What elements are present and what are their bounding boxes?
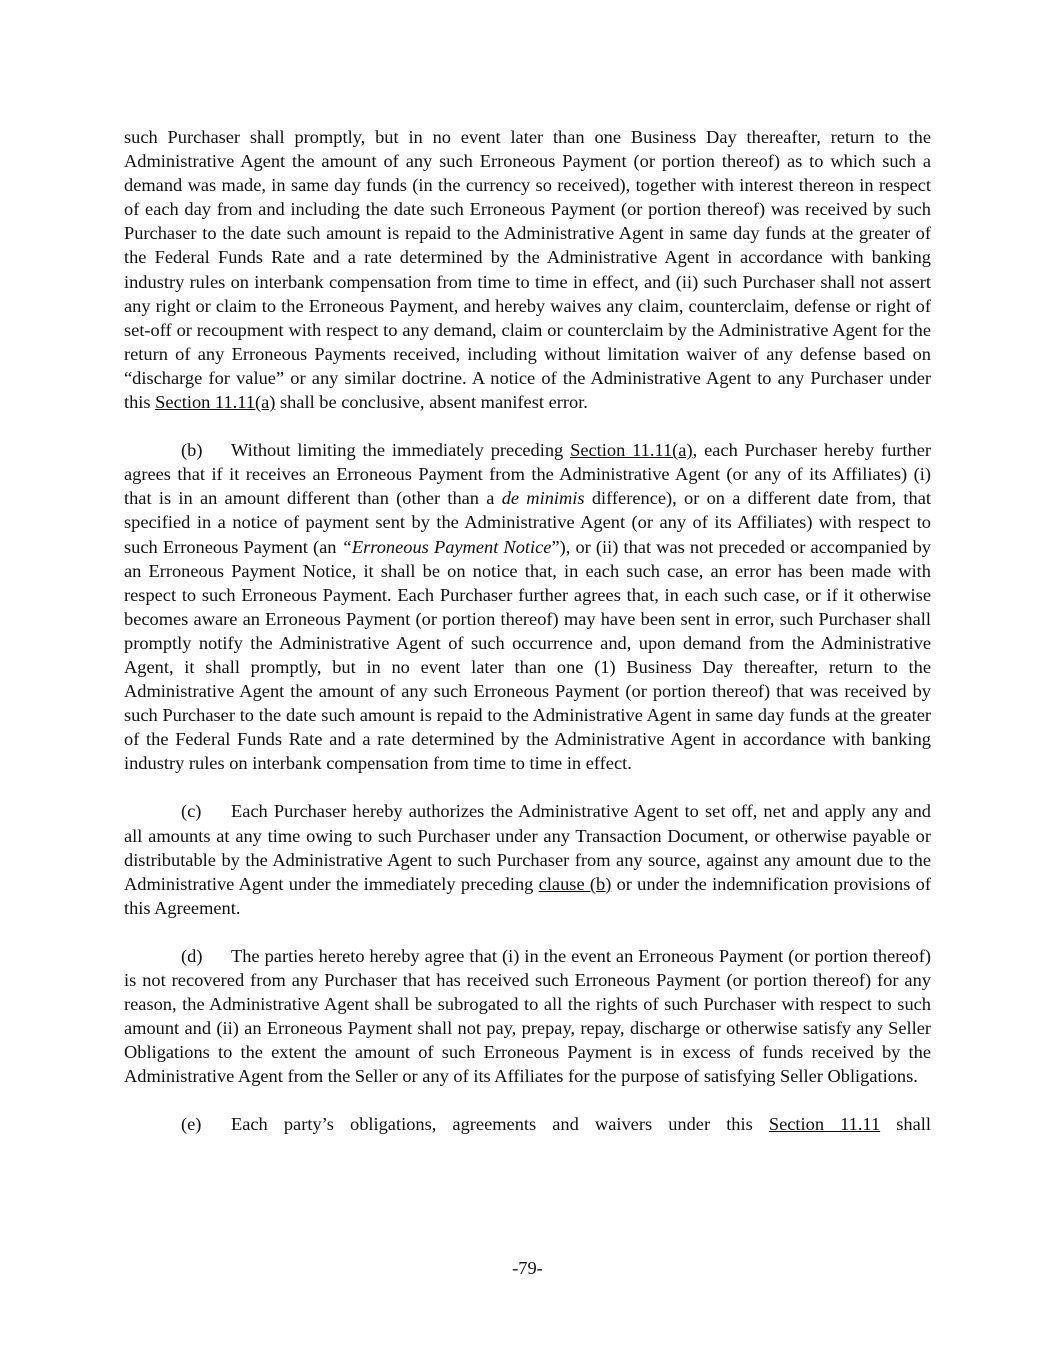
clause-reference: clause (b) [538, 873, 612, 894]
paragraph-e [124, 1112, 931, 1136]
paragraph-c [124, 799, 931, 919]
section-reference: Section 11.11(a) [570, 440, 693, 461]
italic-term: de minimis [501, 488, 585, 509]
paragraph-text: shall [880, 1114, 931, 1135]
paragraph-label: (e) [181, 1114, 202, 1135]
defined-term: “Erroneous Payment Notice [341, 536, 552, 557]
paragraph-label: (c) [181, 801, 202, 822]
document-body [124, 125, 931, 1161]
paragraph-text: Each Purchaser hereby authorizes the Administrative Agent to set off, net and apply any and all amounts at any time owing to such Purchaser under any Transaction Document, or otherwise payable or distributable by the Administrative Agent to such Purchaser from any source, against any amount due to the Administrative Agent under the immediately preceding [124, 801, 931, 894]
paragraph-d [124, 944, 931, 1089]
paragraph-text: ”), or (ii) that was not preceded or accompanied by an Erroneous Payment Notice, it shall be on notice that, in each such case, an error has been made with respect to such Erroneous Payment. Each Purchaser further agrees that, in each such case, or if it otherwise becomes aware an Erroneous Payment (or portion thereof) may have been sent in error, such Purchaser shall promptly notify the Administrative Agent of such occurrence and, upon demand from the Administrative Agent, it shall promptly, but in no event later than one (1) Business Day thereafter, return to the Administrative Agent the amount of any such Erroneous Payment (or portion thereof) that was received by such Purchaser to the date such amount is repaid to the Administrative Agent in same day funds at the greater of the Federal Funds Rate and a rate determined by the Administrative Agent in accordance with banking industry rules on interbank compensation from time to time in effect. [124, 536, 931, 774]
paragraph-text: difference), or on a different date from, that specified in a notice of payment sent by the Administrative Agent (or any of its Affiliates) with respect to such Erroneous Payment (an [124, 488, 931, 557]
section-reference: Section 11.11(a) [155, 392, 276, 413]
paragraph-b [124, 438, 931, 775]
paragraph-text: , each Purchaser hereby further agrees that if it receives an Erroneous Payment from the Administrative Agent (or any of its Affiliates) (i) that is in an amount different than (other than a [124, 440, 931, 509]
paragraph-text: Each party’s obligations, agreements and waivers under this [231, 1114, 769, 1135]
page-number: -79- [512, 1258, 543, 1278]
paragraph-text: Without limiting the immediately preceding [231, 440, 571, 461]
section-reference: Section 11.11 [768, 1114, 881, 1135]
paragraph-text: shall be conclusive, absent manifest error. [275, 392, 588, 413]
paragraph-text: or under the indemnification provisions of this Agreement. [124, 873, 931, 918]
paragraph-label: (d) [181, 945, 203, 966]
paragraph-continuation [124, 125, 931, 414]
paragraph-text: The parties hereto hereby agree that (i) in the event an Erroneous Payment (or portion thereof) is not recovered from any Purchaser that has received such Erroneous Payment (or portion thereof) for any reason, the Administrative Agent shall be subrogated to all the rights of such Purchaser with respect to such amount and (ii) an Erroneous Payment shall not pay, prepay, repay, discharge or otherwise satisfy any Seller Obligations to the extent the amount of such Erroneous Payment is in excess of funds received by the Administrative Agent from the Seller or any of its Affiliates for the purpose of satisfying Seller Obligations. [124, 945, 931, 1087]
paragraph-text: such Purchaser shall promptly, but in no event later than one Business Day thereafter, return to the Administrative Agent the amount of any such Erroneous Payment (or portion thereof) as to which such a demand was made, in same day funds (in the currency so received), together with interest thereon in respect of each day from and including the date such Erroneous Payment (or portion thereof) was received by such Purchaser to the date such amount is repaid to the Administrative Agent in same day funds at the greater of the Federal Funds Rate and a rate determined by the Administrative Agent in accordance with banking industry rules on interbank compensation from time to time in effect, and (ii) such Purchaser shall not assert any right or claim to the Erroneous Payment, and hereby waives any claim, counterclaim, defense or right of set-off or recoupment with respect to any demand, claim or counterclaim by the Administrative Agent for the return of any Erroneous Payments received, including without limitation waiver of any defense based on “discharge for value” or any similar doctrine. A notice of the Administrative Agent to any Purchaser under this [124, 127, 931, 413]
paragraph-label: (b) [181, 440, 203, 461]
